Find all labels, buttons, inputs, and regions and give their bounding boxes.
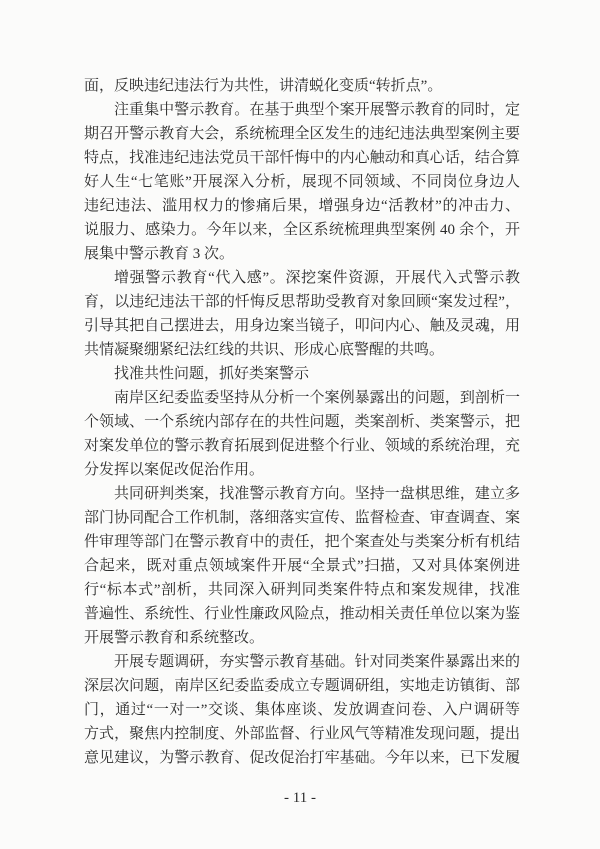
text-line: 展集中警示教育 3 次。 (84, 246, 235, 262)
text-line: 意见建议，为警示教育、促改促治打牢基础。今年以来，已下发履 (84, 750, 520, 766)
text-line: 深层次问题，南岸区纪委监委成立专题调研组，实地走访镇街、部 (84, 678, 520, 694)
text-line: 期召开警示教育大会，系统梳理全区发生的违纪违法典型案例主要 (84, 126, 520, 142)
text-line: 行“标本式”剖析，共同深入研判同类案件特点和案发规律，找准 (84, 582, 520, 598)
text-line: 普遍性、系统性、行业性廉政风险点，推动相关责任单位以案为鉴 (84, 606, 520, 622)
text-line: 开展专题调研，夯实警示教育基础。针对同类案件暴露出来的 (114, 654, 520, 670)
text-line: 部门协同配合工作机制，落细落实宣传、监督检查、审查调查、案 (84, 510, 520, 526)
text-line: 共同研判类案，找准警示教育方向。坚持一盘棋思维，建立多 (114, 486, 520, 502)
text-line: 门，通过“一对一”交谈、集体座谈、发放调查问卷、入户调研等 (84, 702, 520, 718)
text-line: 注重集中警示教育。在基于典型个案开展警示教育的同时，定 (114, 102, 520, 118)
section-heading-line: 找准共性问题，抓好类案警示 (114, 366, 310, 382)
text-line: 违纪违法、滥用权力的惨痛后果，增强身边“活教材”的冲击力、 (84, 198, 520, 214)
text-line: 引导其把自己摆进去，用身边案当镜子，叩问内心、触及灵魂，用 (84, 318, 520, 334)
text-line: 特点，找准违纪违法党员干部忏悔中的内心触动和真心话，结合算 (84, 150, 520, 166)
text-line: 育，以违纪违法干部的忏悔反思帮助受教育对象回顾“案发过程”， (84, 294, 520, 310)
text-line: 对案发单位的警示教育拓展到促进整个行业、领域的系统治理，充 (84, 438, 520, 454)
text-line: 共情凝聚绷紧纪法红线的共识、形成心底警醒的共鸣。 (84, 342, 445, 358)
document-body (84, 74, 520, 770)
text-line: 合起来，既对重点领域案件开展“全景式”扫描，又对具体案例进 (84, 558, 520, 574)
text-line: 开展警示教育和系统整改。 (84, 630, 265, 646)
text-line: 个领域、一个系统内部存在的共性问题，类案剖析、类案警示，把 (84, 414, 520, 430)
text-line: 增强警示教育“代入感”。深挖案件资源，开展代入式警示教 (114, 270, 520, 286)
text-line: 方式，聚焦内控制度、外部监督、行业风气等精准发现问题，提出 (84, 726, 520, 742)
text-line: 好人生“七笔账”开展深入分析，展现不同领域、不同岗位身边人 (84, 174, 520, 190)
text-line: 件审理等部门在警示教育中的责任，把个案查处与类案分析有机结 (84, 534, 520, 550)
text-line: 分发挥以案促改促治作用。 (84, 462, 265, 478)
page-number: - 11 - (284, 790, 316, 806)
text-line: 说服力、感染力。今年以来，全区系统梳理典型案例 40 余个，开 (84, 222, 520, 238)
text-line: 面，反映违纪违法行为共性，讲清蜕化变质“转折点”。 (84, 78, 443, 94)
text-line: 南岸区纪委监委坚持从分析一个案例暴露出的问题，到剖析一 (114, 390, 520, 406)
